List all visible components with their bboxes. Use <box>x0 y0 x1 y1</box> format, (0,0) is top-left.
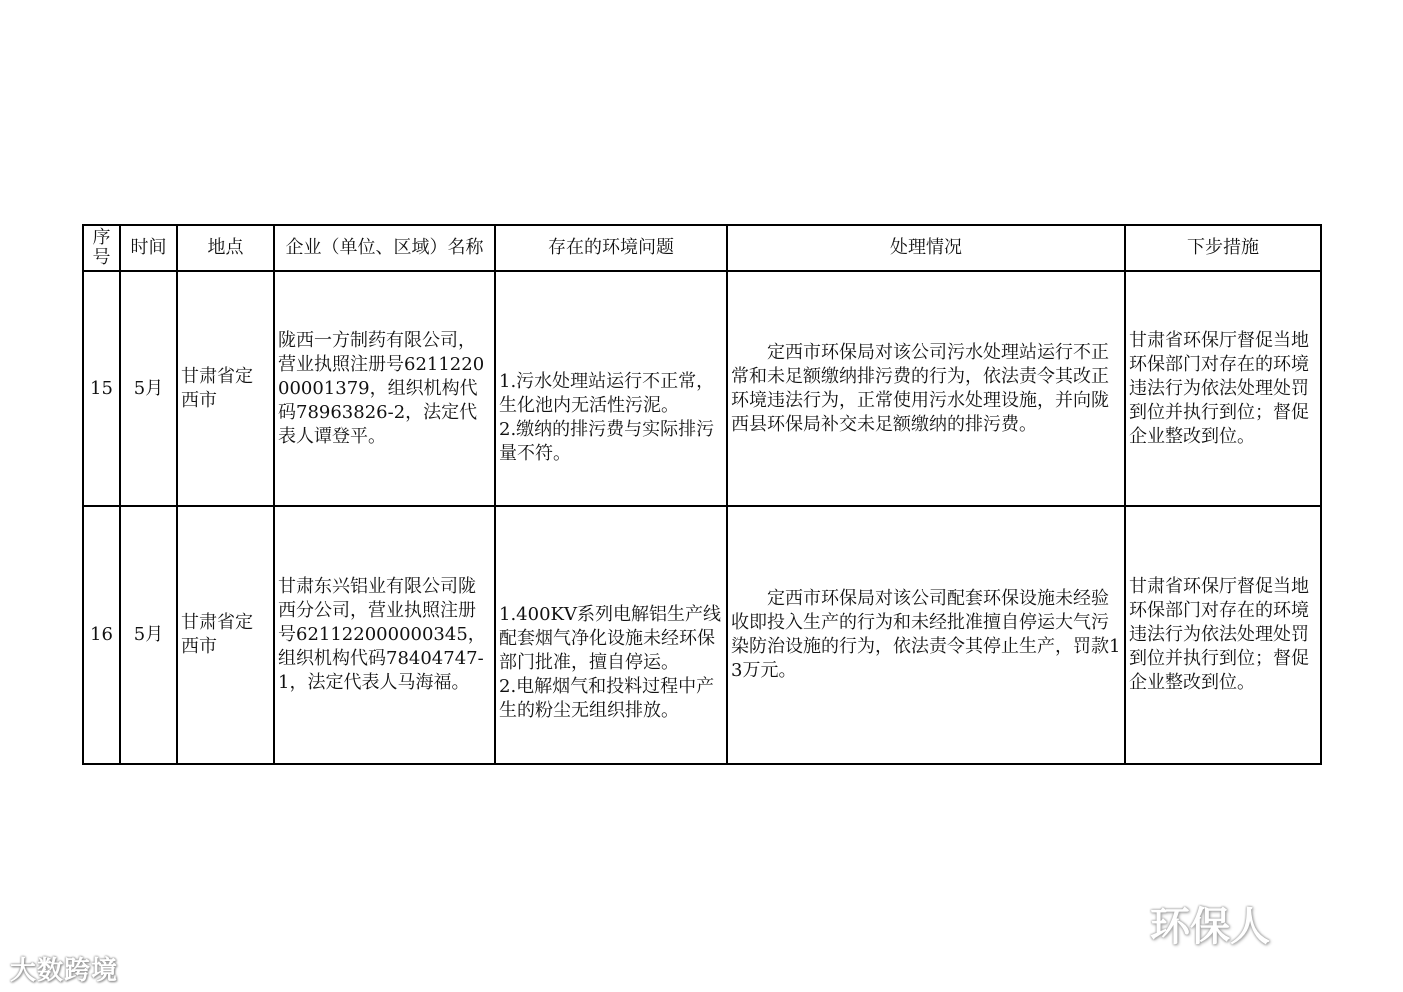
problem-item: 2.电解烟气和投料过程中产生的粉尘无组织排放。 <box>499 676 715 721</box>
problem-item: 1.400KV系列电解铝生产线配套烟气净化设施未经环保部门批准，擅自停运。 <box>499 604 721 673</box>
row-number: 16 <box>83 506 120 764</box>
row-problems <box>495 506 727 764</box>
header-handling: 处理情况 <box>727 225 1125 271</box>
row-company: 陇西一方制药有限公司，营业执照注册号621122000001379，组织机构代码78963826-2，法定代表人谭登平。 <box>274 271 495 506</box>
header-company: 企业（单位、区域）名称 <box>274 225 495 271</box>
row-problems <box>495 271 727 506</box>
watermark-left-text: 大数跨境 <box>10 956 119 986</box>
table-row <box>83 271 1321 506</box>
header-next-step: 下步措施 <box>1125 225 1321 271</box>
header-problem: 存在的环境问题 <box>495 225 727 271</box>
report-table <box>82 224 1322 765</box>
row-number: 15 <box>83 271 120 506</box>
row-month: 5月 <box>120 271 177 506</box>
header-row <box>83 225 1321 271</box>
watermark-right <box>1150 895 1270 952</box>
row-company: 甘肃东兴铝业有限公司陇西分公司，营业执照注册号621122000000345，组织机构代码78404747-1，法定代表人马海福。 <box>274 506 495 764</box>
row-place: 甘肃省定西市 <box>177 271 274 506</box>
table-row <box>83 506 1321 764</box>
header-time: 时间 <box>120 225 177 271</box>
row-place: 甘肃省定西市 <box>177 506 274 764</box>
row-month: 5月 <box>120 506 177 764</box>
watermark-right-text: 环保人 <box>1150 904 1270 950</box>
watermark-left <box>10 950 118 987</box>
header-number: 序号 <box>83 225 120 271</box>
row-handling: 定西市环保局对该公司配套环保设施未经验收即投入生产的行为和未经批准擅自停运大气污染防治设施的行为，依法责令其停止生产，罚款13万元。 <box>727 506 1125 764</box>
problem-item: 2.缴纳的排污费与实际排污量不符。 <box>499 419 715 464</box>
problem-item: 1.污水处理站运行不正常，生化池内无活性污泥。 <box>499 371 715 416</box>
row-handling: 定西市环保局对该公司污水处理站运行不正常和未足额缴纳排污费的行为，依法责令其改正环境违法行为，正常使用污水处理设施，并向陇西县环保局补交未足额缴纳的排污费。 <box>727 271 1125 506</box>
header-place: 地点 <box>177 225 274 271</box>
row-next-step: 甘肃省环保厅督促当地环保部门对存在的环境违法行为依法处理处罚到位并执行到位；督促企业整改到位。 <box>1125 271 1321 506</box>
row-next-step: 甘肃省环保厅督促当地环保部门对存在的环境违法行为依法处理处罚到位并执行到位；督促企业整改到位。 <box>1125 506 1321 764</box>
